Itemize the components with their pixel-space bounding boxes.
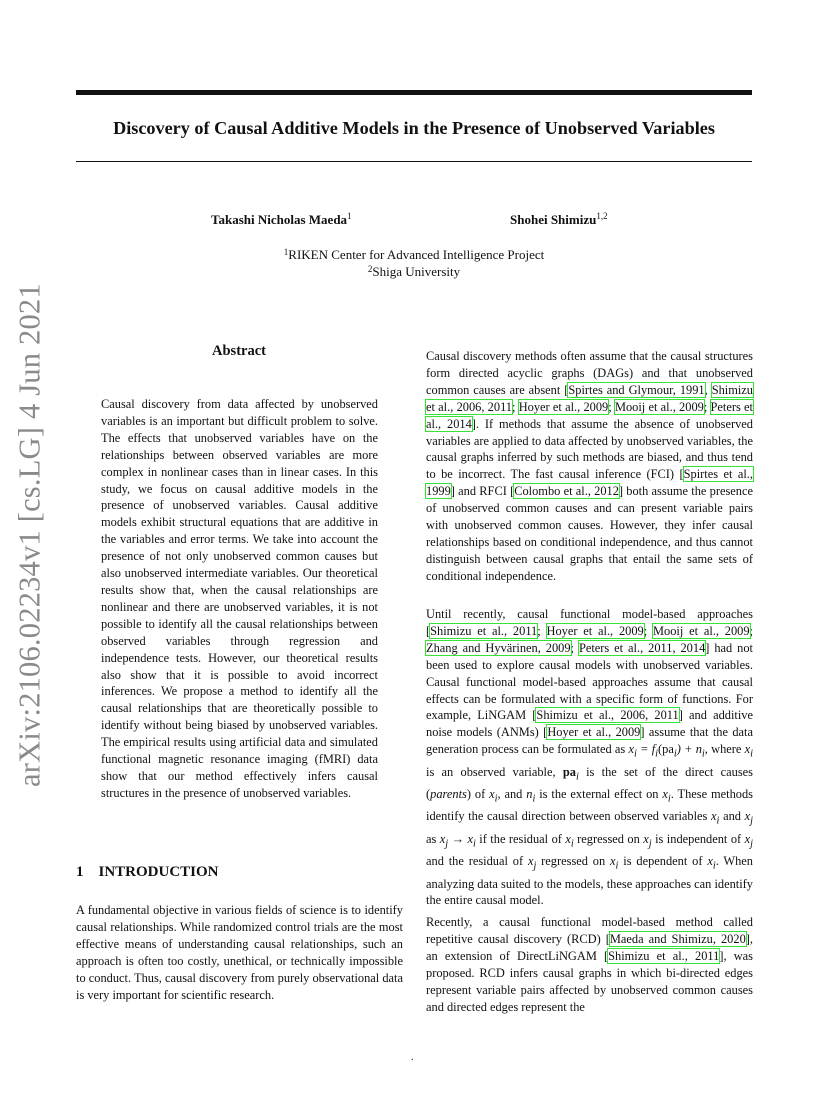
citation-link[interactable]: Shimizu et al., 2006, 2011 <box>426 382 753 414</box>
citation-link[interactable]: Mooij et al., 2009 <box>614 399 704 414</box>
citation-link[interactable]: Hoyer et al., 2009 <box>518 399 609 414</box>
citation-link[interactable]: Hoyer et al., 2009 <box>546 623 644 638</box>
author-2 <box>510 207 608 229</box>
author-affiliation-mark: 1,2 <box>596 211 608 221</box>
citation-link[interactable]: Mooij et al., 2009 <box>652 623 750 638</box>
intro-paragraph: A fundamental objective in various fields of science is to identify causal relationships. While randomized control trials are the most effective means of understanding causal relationships, such an approach is often too costly, unethical, or technically impossible to conduct. Thus, causal discovery from purely observational data is very important for scientific research. <box>76 903 403 1002</box>
affiliation-2 <box>160 261 668 280</box>
citation-link[interactable]: Colombo et al., 2012 <box>514 484 619 499</box>
author-name: Shohei Shimizu <box>510 212 597 227</box>
citation-link[interactable]: Shimizu et al., 2011 <box>608 948 720 963</box>
affiliation-mark: 1 <box>283 247 289 257</box>
section-heading <box>76 864 219 881</box>
author-name: Takashi Nicholas Maeda <box>211 212 348 227</box>
citation-link[interactable]: Peters et al., 2011, 2014 <box>578 640 706 655</box>
citation-link[interactable]: Hoyer et al., 2009 <box>547 725 641 740</box>
citation-link[interactable]: Shimizu et al., 2006, 2011 <box>536 708 679 723</box>
abstract-text: Causal discovery from data affected by unobserved variables is an important but difficult problem to solve. The effects that unobserved variables have on the relationships between observed variables are more complex in nonlinear cases than in linear cases. In this study, we focus on causal additive models in the presence of unobserved variables. Causal additive models exhibit structural equations that are additive in the variables and error terms. We take into account the presence of not only unobserved common causes but also unobserved intermediate variables. Our theoretical results show that, when the causal relationships are nonlinear and there are unobserved variables, it is not possible to identify all the causal relationships between observed variables through regression and independence tests. However, our theoretical results also show that it is possible to avoid incorrect inferences. We propose a method to identify all the causal relationships that are theoretically possible to identify without being biased by unobserved variables. The empirical results using artificial data and simulated functional magnetic resonance imaging (fMRI) data show that our method effectively infers causal structures in the presence of unobserved variables. <box>101 397 378 800</box>
arxiv-identifier: arXiv:2106.02234v1 [cs.LG] 4 Jun 2021 <box>12 283 47 787</box>
citation-link[interactable]: Spirtes et al., 1999 <box>426 467 753 499</box>
citation-link[interactable]: Maeda and Shimizu, 2020 <box>609 931 746 946</box>
citation-link[interactable]: Shimizu et al., 2011 <box>430 623 538 638</box>
right-paragraph-1: Causal discovery methods often assume that the causal structures form directed acyclic graphs (DAGs) and that unobserved common causes are absent [Spirtes and Glymour, 1991, Shimizu et al., 2006, 2011; Hoyer et al., 2009; Mooij et al., 2009; Peters et al., 2014]. If methods that assume the absence of unobserved variables are applied to data affected by unobserved variables, the causal graphs inferred by such methods are biased, and thus tend to be incorrect. The fast causal inference (FCI) [Spirtes et al., 1999] and RFCI [Colombo et al., 2012] both assume the presence of unobserved common causes and can present variable pairs with unobserved common causes. However, they infer causal relationships based on conditional independence, and thus cannot distinguish between causal graphs that entail the same sets of conditional independence. <box>426 349 753 583</box>
right-paragraph-2: Until recently, causal functional model-based approaches [Shimizu et al., 2011; Hoyer et al., 2009; Mooij et al., 2009; Zhang and Hyvärinen, 2009; Peters et al., 2011, 2014] had not been used to explore causal models with unobserved variables. Causal functional model-based approaches assume that causal effects can be formulated with a specific form of functions. For example, LiNGAM [Shimizu et al., 2006, 2011] and additive noise models (ANMs) [Hoyer et al., 2009] assume that the data generation process can be formulated as $x_i = f_i(pa_i) + n_i$, where $x_i$ is an observed variable, $pa_i$ is the set of the direct causes (parents) of $x_i$, and $n_i$ is the external effect on $x_i$. These methods identify the causal direction between observed variables $x_i$ and $x_j$ as $x_j \to x_i$ if the residual of $x_i$ regressed on $x_j$ is independent of $x_j$ and the residual of $x_j$ regressed on $x_i$ is dependent of $x_i$. When analyzing data suited to the models, these approaches can identify the entire causal model. <box>426 607 754 908</box>
section-title: INTRODUCTION <box>98 864 219 880</box>
citation-link[interactable]: Zhang and Hyvärinen, 2009 <box>426 640 571 655</box>
abstract-heading: Abstract <box>212 343 266 359</box>
title-bottom-rule <box>76 161 752 162</box>
affiliation-name: RIKEN Center for Advanced Intelligence Project <box>288 247 545 262</box>
right-paragraph-3: Recently, a causal functional model-based method called repetitive causal discovery (RCD) [Maeda and Shimizu, 2020], an extension of DirectLiNGAM [Shimizu et al., 2011], was proposed. RCD infers causal graphs in which bi-directed edges represent variable pairs affected by unobserved common causes and directed edges represent the <box>426 915 754 1014</box>
affiliation-mark: 2 <box>367 264 373 274</box>
affiliation-name: Shiga University <box>372 264 461 279</box>
author-1 <box>211 207 352 229</box>
paper-title: Discovery of Causal Additive Models in the Presence of Unobserved Variables <box>113 118 715 138</box>
title-top-rule <box>76 90 752 95</box>
section-number: 1 <box>76 864 84 880</box>
citation-link[interactable]: Peters et al., 2014 <box>426 399 753 431</box>
page-mark: . <box>411 1052 414 1063</box>
author-affiliation-mark: 1 <box>347 211 352 221</box>
citation-link[interactable]: Spirtes and Glymour, 1991 <box>568 382 705 397</box>
